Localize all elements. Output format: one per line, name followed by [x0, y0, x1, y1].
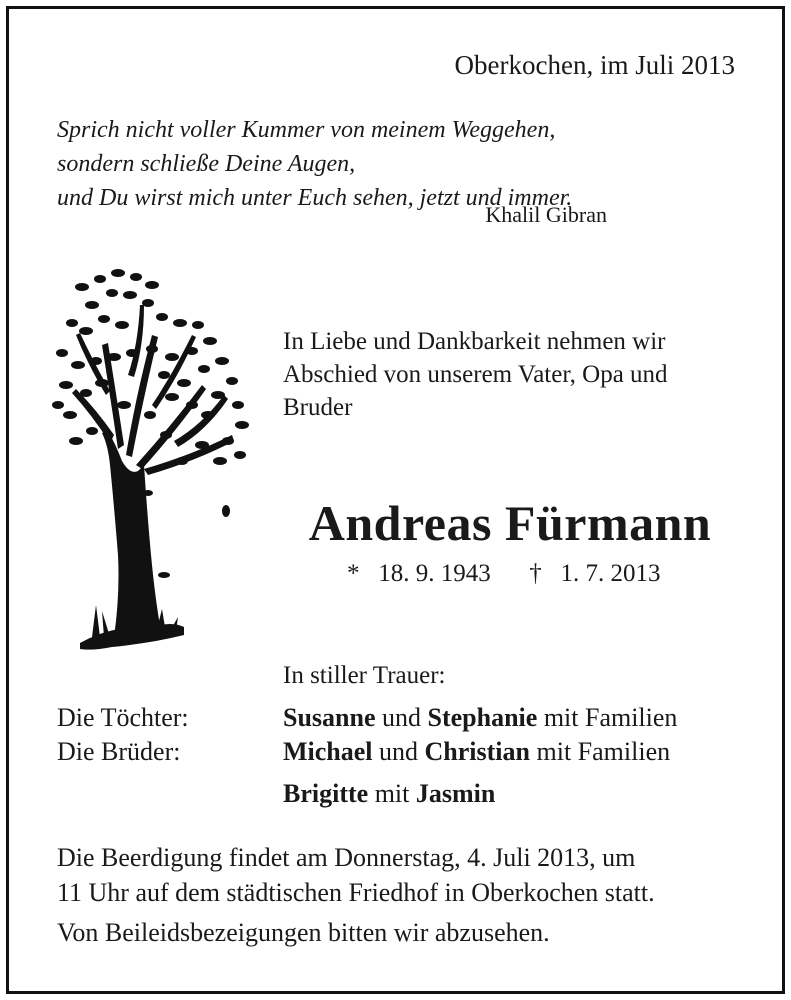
funeral-info — [57, 840, 655, 910]
death-date: 1. 7. 2013 — [560, 560, 661, 587]
quote-author: Khalil Gibran — [485, 202, 607, 227]
birth-date: 18. 9. 1943 — [378, 560, 491, 587]
intro-text — [283, 325, 668, 424]
mourner-names: Susanne und Stephanie mit Familien — [283, 703, 678, 732]
quote-line: Sprich nicht voller Kummer von meinem Weggehen, — [57, 117, 556, 143]
quote — [57, 113, 572, 215]
mourner-label: Die Brüder: — [57, 737, 181, 766]
intro-line: Abschied von unserem Vater, Opa und — [283, 361, 668, 388]
mourning-heading: In stiller Trauer: — [283, 662, 446, 689]
quote-line: sondern schließe Deine Augen, — [57, 151, 356, 177]
mourner-name: Susanne — [283, 703, 376, 732]
deceased-name: Andreas Fürmann — [308, 495, 712, 551]
condolence-note: Von Beileidsbezeigungen bitten wir abzusehen. — [57, 918, 550, 947]
funeral-line: 11 Uhr auf dem städtischen Friedhof in Oberkochen statt. — [57, 878, 655, 907]
birth-symbol: * — [347, 560, 360, 587]
mourner-name: Michael — [283, 737, 373, 766]
intro-line: In Liebe und Dankbarkeit nehmen wir — [283, 328, 666, 355]
death-symbol: † — [529, 560, 542, 587]
mourner-names: Michael und Christian mit Familien — [283, 737, 671, 766]
mourner-name: Stephanie — [427, 703, 538, 732]
mourner-label: Die Töchter: — [57, 703, 189, 732]
mourner-name: Jasmin — [415, 779, 496, 808]
tree-silhouette-icon — [52, 265, 252, 665]
quote-line: und Du wirst mich unter Euch sehen, jetzt und immer. — [57, 185, 573, 211]
mourner-names: Brigitte mit Jasmin — [283, 779, 496, 808]
intro-line: Bruder — [283, 394, 353, 421]
place-date: Oberkochen, im Juli 2013 — [454, 50, 735, 80]
funeral-line: Die Beerdigung findet am Donnerstag, 4. Juli 2013, um — [57, 843, 636, 872]
life-dates — [347, 560, 661, 588]
mourner-name: Brigitte — [283, 779, 369, 808]
mourner-name: Christian — [424, 737, 530, 766]
